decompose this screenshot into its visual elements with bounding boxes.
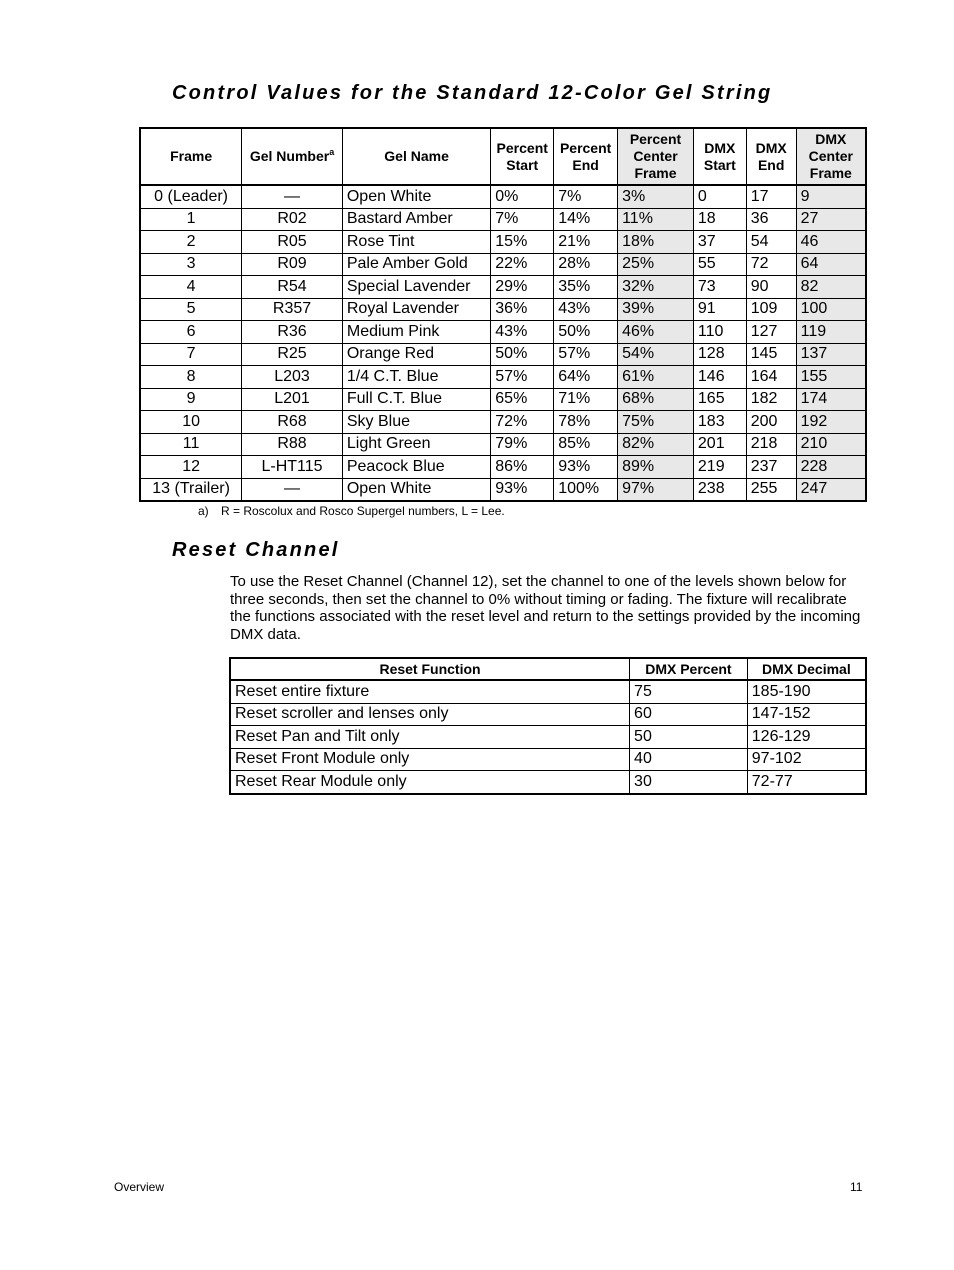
table-row [230,748,866,771]
col-header-gel-name: Gel Name [342,128,490,185]
table-cell: 238 [693,478,746,501]
table-cell: — [242,478,343,501]
table-cell: 155 [796,366,866,389]
table-cell: 183 [693,411,746,434]
col-header-reset-function: Reset Function [230,658,630,680]
gel-table-heading: Control Values for the Standard 12-Color Gel String [172,82,773,104]
table-row [140,456,866,479]
reset-table-header-row [230,658,866,680]
table-cell: 30 [630,771,748,794]
header-line: DMX [755,139,787,156]
table-cell: 29% [491,276,554,299]
table-row [140,366,866,389]
table-cell: Rose Tint [342,231,490,254]
table-cell: R68 [242,411,343,434]
table-cell: 228 [796,456,866,479]
table-cell: 7 [140,343,242,366]
table-cell: 32% [618,276,694,299]
table-cell: 100% [554,478,618,501]
table-cell: Special Lavender [342,276,490,299]
table-row [140,388,866,411]
table-cell: 90 [746,276,796,299]
header-line: Start [703,156,736,173]
table-cell: 91 [693,298,746,321]
table-cell: R09 [242,253,343,276]
table-cell: Reset scroller and lenses only [230,703,630,726]
table-cell: R54 [242,276,343,299]
table-cell: 119 [796,321,866,344]
gel-number-label: Gel Number [249,148,330,164]
table-cell: 182 [746,388,796,411]
table-cell: 8 [140,366,242,389]
table-cell: 35% [554,276,618,299]
footnote-text: R = Roscolux and Rosco Supergel numbers, L = Lee. [221,504,505,518]
table-cell: 11% [618,208,694,231]
col-header-dmx-end [746,128,796,185]
table-cell: Reset entire fixture [230,680,630,703]
header-line: DMX [815,131,847,147]
table-cell: Reset Front Module only [230,748,630,771]
table-row [230,680,866,703]
table-row [140,276,866,299]
table-cell: 2 [140,231,242,254]
footer-section-name: Overview [114,1180,165,1194]
table-cell: 50 [630,726,748,749]
table-cell: 37 [693,231,746,254]
table-cell: 43% [491,321,554,344]
table-cell: 93% [554,456,618,479]
table-cell: 18% [618,231,694,254]
table-cell: 10 [140,411,242,434]
table-cell: 72 [746,253,796,276]
table-cell: 201 [693,433,746,456]
table-cell: Sky Blue [342,411,490,434]
table-cell: 12 [140,456,242,479]
table-cell: 54 [746,231,796,254]
footnote-label: a) [198,504,209,518]
table-cell: 82 [796,276,866,299]
table-cell: 25% [618,253,694,276]
reset-function-table [229,657,867,795]
table-cell: 71% [554,388,618,411]
table-cell: 7% [491,208,554,231]
table-cell: 100 [796,298,866,321]
col-header-dmx-decimal: DMX Decimal [747,658,866,680]
table-cell: 36 [746,208,796,231]
table-cell: 55 [693,253,746,276]
table-cell: 128 [693,343,746,366]
table-cell: Royal Lavender [342,298,490,321]
table-cell: 3 [140,253,242,276]
table-cell: 0 (Leader) [140,185,242,208]
table-cell: 185-190 [747,680,866,703]
table-cell: 126-129 [747,726,866,749]
table-cell: R25 [242,343,343,366]
table-row [140,321,866,344]
table-cell: 68% [618,388,694,411]
table-cell: 97% [618,478,694,501]
col-header-dmx-center [796,128,866,185]
table-cell: 86% [491,456,554,479]
table-cell: 21% [554,231,618,254]
table-row [140,208,866,231]
header-line: Percent [496,139,548,156]
table-cell: R02 [242,208,343,231]
table-cell: 174 [796,388,866,411]
table-cell: 46 [796,231,866,254]
table-cell: 39% [618,298,694,321]
table-cell: 137 [796,343,866,366]
table-cell: 93% [491,478,554,501]
table-cell: 57% [554,343,618,366]
table-cell: L203 [242,366,343,389]
table-cell: 89% [618,456,694,479]
table-cell: 97-102 [747,748,866,771]
table-cell: 5 [140,298,242,321]
table-cell: 57% [491,366,554,389]
col-header-dmx-percent: DMX Percent [630,658,748,680]
table-cell: 36% [491,298,554,321]
header-line: Center [633,148,678,164]
gel-table-footnote [198,504,505,518]
table-cell: 15% [491,231,554,254]
header-line: Frame [809,165,852,181]
table-cell: 22% [491,253,554,276]
header-line: End [757,156,785,173]
table-cell: Reset Pan and Tilt only [230,726,630,749]
table-cell: 127 [746,321,796,344]
table-cell: — [242,185,343,208]
table-cell: R357 [242,298,343,321]
table-cell: Light Green [342,433,490,456]
table-cell: 0 [693,185,746,208]
table-cell: 110 [693,321,746,344]
table-row [140,253,866,276]
table-row [140,433,866,456]
table-cell: Open White [342,185,490,208]
table-cell: 46% [618,321,694,344]
table-cell: 73 [693,276,746,299]
table-cell: 219 [693,456,746,479]
table-cell: 218 [746,433,796,456]
table-cell: 146 [693,366,746,389]
table-cell: Peacock Blue [342,456,490,479]
table-cell: 78% [554,411,618,434]
table-cell: Open White [342,478,490,501]
gel-string-table [139,127,867,502]
col-header-frame: Frame [140,128,242,185]
table-cell: 64 [796,253,866,276]
table-cell: 75 [630,680,748,703]
table-cell: 50% [554,321,618,344]
table-cell: 72% [491,411,554,434]
table-row [140,298,866,321]
header-line: Start [506,156,539,173]
table-row [230,703,866,726]
table-row [140,411,866,434]
table-cell: 164 [746,366,796,389]
footnote-ref: a [329,147,335,157]
table-cell: R36 [242,321,343,344]
table-cell: Reset Rear Module only [230,771,630,794]
table-cell: 79% [491,433,554,456]
table-cell: 237 [746,456,796,479]
reset-channel-heading: Reset Channel [172,539,340,561]
table-cell: 64% [554,366,618,389]
table-cell: Bastard Amber [342,208,490,231]
table-cell: 6 [140,321,242,344]
table-cell: 0% [491,185,554,208]
table-cell: 82% [618,433,694,456]
table-cell: 4 [140,276,242,299]
table-row [140,231,866,254]
table-cell: 255 [746,478,796,501]
table-cell: 192 [796,411,866,434]
table-cell: 28% [554,253,618,276]
table-cell: 43% [554,298,618,321]
table-cell: 9 [796,185,866,208]
table-cell: 13 (Trailer) [140,478,242,501]
table-row [140,185,866,208]
table-cell: R05 [242,231,343,254]
header-line: Center [808,148,853,164]
col-header-gel-number [242,128,343,185]
table-cell: 17 [746,185,796,208]
table-row [230,726,866,749]
table-cell: 85% [554,433,618,456]
table-cell: L-HT115 [242,456,343,479]
table-cell: 200 [746,411,796,434]
table-cell: 75% [618,411,694,434]
table-cell: 109 [746,298,796,321]
table-cell: 60 [630,703,748,726]
table-cell: 27 [796,208,866,231]
table-cell: 7% [554,185,618,208]
header-line: Percent [559,139,612,156]
col-header-percent-end [554,128,618,185]
col-header-percent-start [491,128,554,185]
table-cell: 72-77 [747,771,866,794]
header-line: End [572,156,599,173]
table-cell: Pale Amber Gold [342,253,490,276]
table-cell: R88 [242,433,343,456]
header-line: DMX [704,139,736,156]
table-cell: 11 [140,433,242,456]
header-line: Frame [634,165,677,181]
gel-table-header-row [140,128,866,185]
table-cell: 210 [796,433,866,456]
table-cell: 14% [554,208,618,231]
reset-channel-paragraph: To use the Reset Channel (Channel 12), set the channel to one of the levels shown below for three seconds, then set the channel to 0% without timing or fading. The fixture will recalibrate the functions associated with the reset level and return to the settings provided by the incoming DMX data. [230,573,861,643]
table-cell: 3% [618,185,694,208]
table-cell: 18 [693,208,746,231]
table-cell: 65% [491,388,554,411]
table-cell: Orange Red [342,343,490,366]
table-row [140,478,866,501]
table-cell: 54% [618,343,694,366]
table-cell: 50% [491,343,554,366]
table-cell: 40 [630,748,748,771]
table-row [230,771,866,794]
table-row [140,343,866,366]
table-cell: 61% [618,366,694,389]
footer-page-number: 11 [850,1180,863,1194]
table-cell: Medium Pink [342,321,490,344]
table-cell: 247 [796,478,866,501]
col-header-percent-center [618,128,694,185]
table-cell: 145 [746,343,796,366]
col-header-dmx-start [693,128,746,185]
table-cell: 1/4 C.T. Blue [342,366,490,389]
table-cell: 147-152 [747,703,866,726]
table-cell: 9 [140,388,242,411]
table-cell: Full C.T. Blue [342,388,490,411]
header-line: Percent [629,131,682,147]
table-cell: 1 [140,208,242,231]
table-cell: L201 [242,388,343,411]
table-cell: 165 [693,388,746,411]
